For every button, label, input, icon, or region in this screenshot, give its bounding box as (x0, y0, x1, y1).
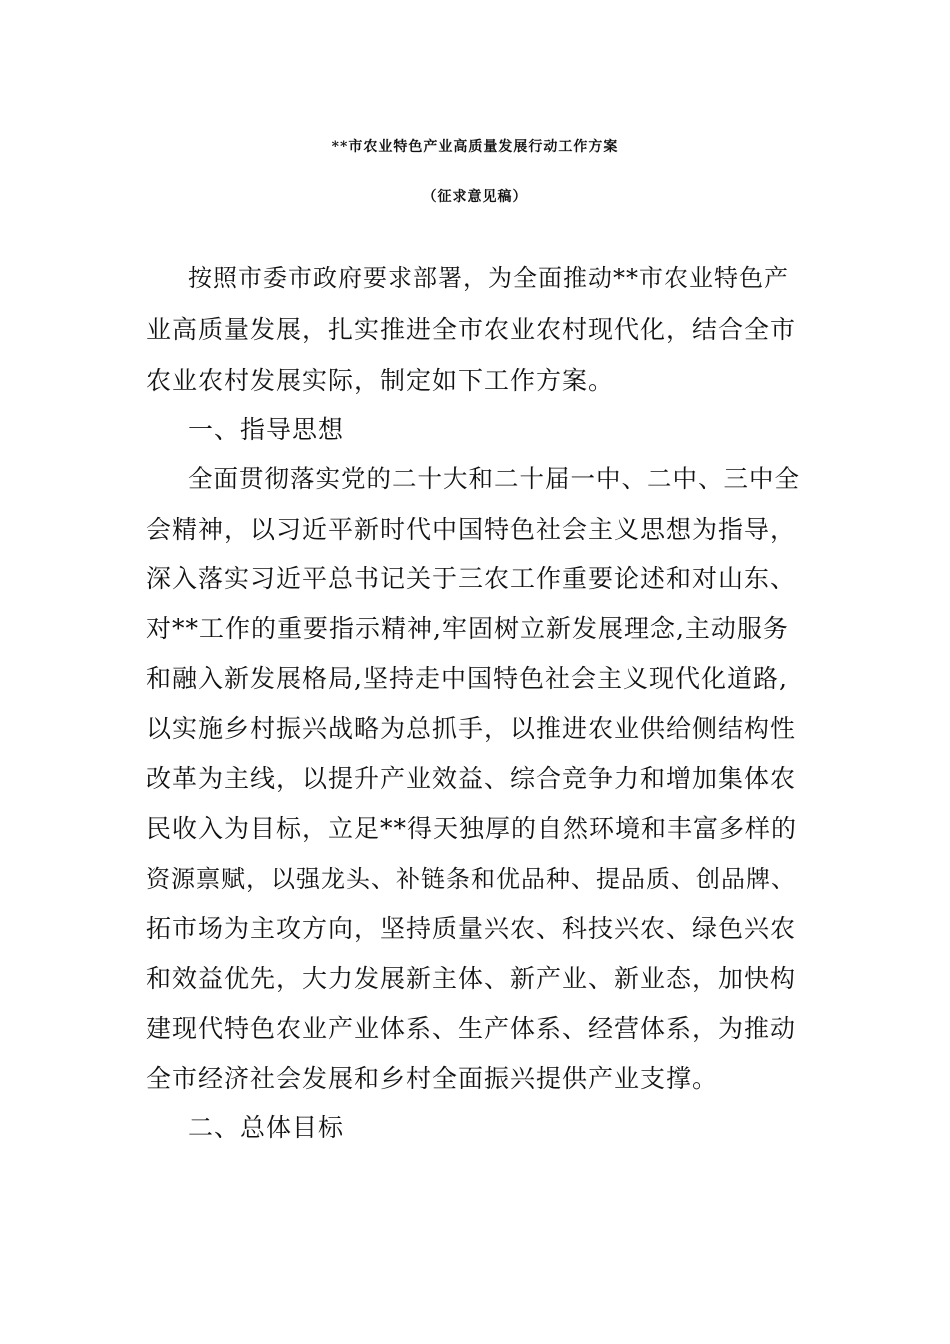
paragraph-line: 全面贯彻落实党的二十大和二十届一中、二中、三中全 (188, 464, 800, 493)
paragraph-line: 以实施乡村振兴战略为总抓手，以推进农业供给侧结构性 (146, 714, 797, 743)
intro-line: 业高质量发展，扎实推进全市农业农村现代化，结合全市 (146, 315, 797, 344)
paragraph-line: 全市经济社会发展和乡村全面振兴提供产业支撑。 (146, 1064, 719, 1093)
paragraph-line: 深入落实习近平总书记关于三农工作重要论述和对山东、 (146, 564, 797, 593)
paragraph-line: 资源禀赋，以强龙头、补链条和优品种、提品质、创品牌、 (146, 865, 796, 893)
paragraph-line: 民收入为目标，立足**得天独厚的自然环境和丰富多样的 (146, 814, 798, 843)
paragraph-line: 拓市场为主攻方向，坚持质量兴农、科技兴农、绿色兴农 (146, 914, 797, 943)
paragraph-line: 改革为主线，以提升产业效益、综合竞争力和增加集体农 (146, 764, 797, 793)
paragraph-line: 会精神，以习近平新时代中国特色社会主义思想为指导， (146, 515, 797, 544)
paragraph-line: 建现代特色农业产业体系、生产体系、经营体系，为推动 (146, 1014, 797, 1043)
intro-line: 农业农村发展实际，制定如下工作方案。 (146, 366, 615, 395)
paragraph-line: 和效益优先，大力发展新主体、新产业、新业态，加快构 (146, 964, 797, 993)
intro-line: 按照市委市政府要求部署，为全面推动**市农业特色产 (188, 264, 789, 292)
document-subtitle: （征求意见稿） (422, 189, 528, 205)
section-heading-guiding-thought: 一、指导思想 (188, 415, 345, 444)
paragraph-line: 和融入新发展格局,坚持走中国特色社会主义现代化道路, (146, 664, 788, 693)
paragraph-line: 对**工作的重要指示精神,牢固树立新发展理念,主动服务 (146, 614, 789, 643)
section-heading-overall-goal: 二、总体目标 (188, 1113, 345, 1142)
document-title: **市农业特色产业高质量发展行动工作方案 (331, 139, 619, 155)
